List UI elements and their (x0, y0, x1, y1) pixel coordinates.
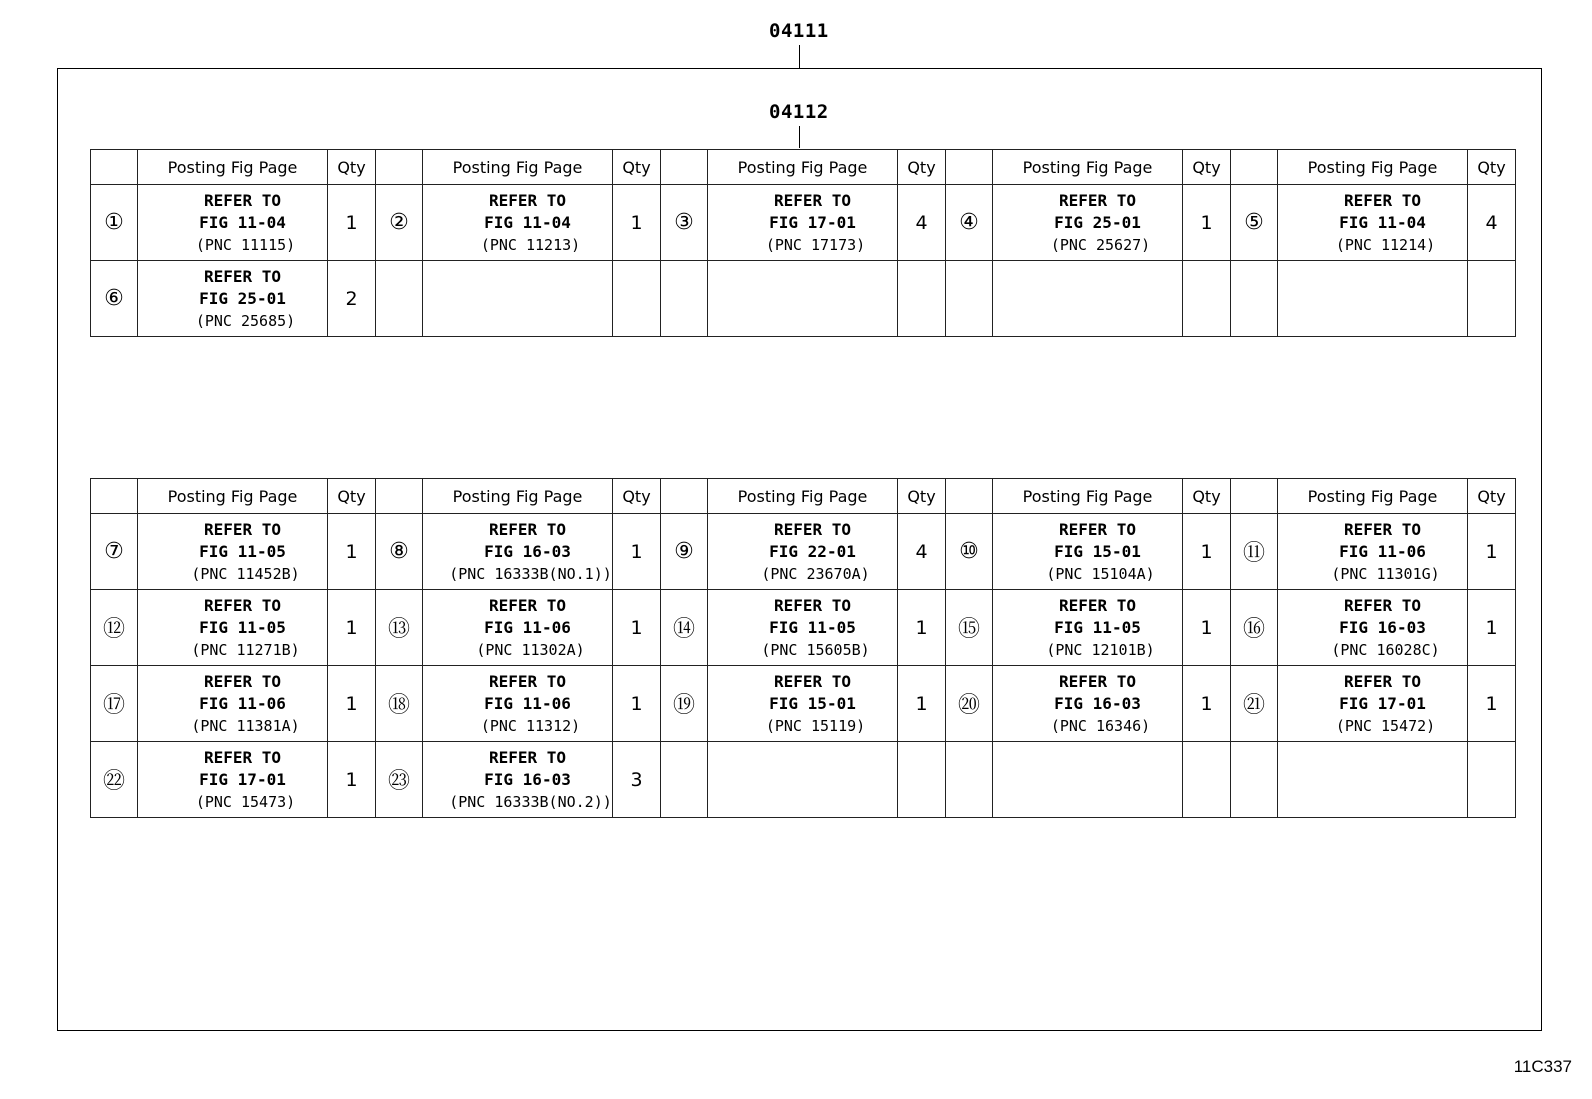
fig-reference: FIG 25-01 (1054, 212, 1141, 232)
callout-number: ⑬ (387, 617, 410, 642)
callout-cell (661, 185, 708, 261)
pnc-reference: (PNC 15473) (195, 792, 296, 811)
refer-to-text: REFER TO (1058, 190, 1137, 210)
pnc-reference: (PNC 15472) (1335, 716, 1436, 735)
refer-to-text: REFER TO (203, 266, 282, 286)
qty-value: 1 (1485, 616, 1498, 639)
callout-number: ㉓ (387, 769, 410, 794)
header-posting-fig-page: Posting Fig Page (708, 150, 898, 185)
group-label-inner: 04112 (769, 101, 829, 123)
callout-cell (661, 590, 708, 666)
parts-table-2 (90, 478, 1516, 818)
fig-reference: FIG 11-04 (199, 212, 286, 232)
qty-value: 1 (630, 211, 643, 234)
pnc-reference: (PNC 23670A) (761, 564, 870, 583)
callout-cell (376, 742, 423, 818)
callout-cell (91, 514, 138, 590)
qty-cell (328, 742, 376, 818)
callout-cell (946, 261, 993, 337)
reference-cell (1278, 514, 1468, 590)
qty-cell (613, 514, 661, 590)
fig-reference: FIG 11-05 (769, 617, 856, 637)
callout-cell (1231, 666, 1278, 742)
callout-cell (661, 742, 708, 818)
reference-cell (138, 666, 328, 742)
pnc-reference: (PNC 12101B) (1046, 640, 1155, 659)
qty-cell (1183, 514, 1231, 590)
refer-to-text: REFER TO (1343, 595, 1422, 615)
reference-cell (993, 590, 1183, 666)
callout-cell (1231, 185, 1278, 261)
callout-cell (1231, 742, 1278, 818)
header-blank (376, 479, 423, 514)
qty-cell (1468, 742, 1516, 818)
pnc-reference: (PNC 15104A) (1046, 564, 1155, 583)
fig-reference: FIG 16-03 (484, 769, 571, 789)
qty-cell (1183, 666, 1231, 742)
callout-cell (1231, 261, 1278, 337)
qty-cell (328, 666, 376, 742)
header-qty: Qty (1183, 150, 1231, 185)
qty-value: 1 (1200, 616, 1213, 639)
qty-cell (613, 261, 661, 337)
header-qty: Qty (613, 479, 661, 514)
qty-value: 4 (915, 211, 928, 234)
header-blank (91, 150, 138, 185)
table-row (91, 590, 1516, 666)
fig-reference: FIG 16-03 (1339, 617, 1426, 637)
fig-reference: FIG 16-03 (1054, 693, 1141, 713)
qty-value: 1 (1485, 692, 1498, 715)
header-blank (91, 479, 138, 514)
reference-cell (708, 590, 898, 666)
pnc-reference: (PNC 11381A) (191, 716, 300, 735)
header-blank (946, 479, 993, 514)
header-posting-fig-page: Posting Fig Page (708, 479, 898, 514)
header-posting-fig-page: Posting Fig Page (138, 479, 328, 514)
callout-cell (946, 742, 993, 818)
callout-number: ⑰ (102, 693, 125, 718)
qty-cell (1468, 185, 1516, 261)
fig-reference: FIG 11-05 (1054, 617, 1141, 637)
fig-reference: FIG 11-06 (484, 617, 571, 637)
header-blank (661, 479, 708, 514)
callout-number: ⑧ (389, 539, 409, 564)
pnc-reference: (PNC 11115) (195, 235, 296, 254)
refer-to-text: REFER TO (1343, 671, 1422, 691)
callout-cell (946, 514, 993, 590)
callout-number: ⑥ (104, 286, 124, 311)
reference-cell (138, 742, 328, 818)
callout-number: ④ (959, 210, 979, 235)
callout-cell (376, 514, 423, 590)
refer-to-text: REFER TO (488, 595, 567, 615)
qty-cell (898, 514, 946, 590)
qty-value: 1 (345, 540, 358, 563)
reference-cell (138, 590, 328, 666)
refer-to-text: REFER TO (203, 671, 282, 691)
callout-cell (946, 590, 993, 666)
qty-cell (328, 514, 376, 590)
refer-to-text: REFER TO (488, 671, 567, 691)
callout-number: ⑳ (957, 693, 980, 718)
pnc-reference: (PNC 16333B(NO.2)) (449, 792, 612, 811)
header-posting-fig-page: Posting Fig Page (1278, 479, 1468, 514)
qty-value: 1 (1200, 692, 1213, 715)
qty-value: 1 (915, 692, 928, 715)
callout-number: ⑩ (959, 539, 979, 564)
qty-cell (1468, 261, 1516, 337)
header-blank (376, 150, 423, 185)
qty-value: 1 (345, 211, 358, 234)
header-qty: Qty (898, 150, 946, 185)
figure-code: 11C337 (1513, 1057, 1572, 1076)
reference-cell (993, 514, 1183, 590)
reference-cell (708, 742, 898, 818)
pnc-reference: (PNC 11302A) (476, 640, 585, 659)
callout-number: ⑫ (102, 617, 125, 642)
refer-to-text: REFER TO (203, 595, 282, 615)
reference-cell (138, 261, 328, 337)
qty-cell (898, 185, 946, 261)
fig-reference: FIG 15-01 (769, 693, 856, 713)
header-posting-fig-page: Posting Fig Page (423, 479, 613, 514)
reference-cell (708, 666, 898, 742)
qty-cell (1183, 742, 1231, 818)
refer-to-text: REFER TO (488, 519, 567, 539)
qty-cell (898, 261, 946, 337)
reference-cell (138, 185, 328, 261)
qty-cell (1468, 514, 1516, 590)
pnc-reference: (PNC 17173) (765, 235, 866, 254)
reference-cell (1278, 590, 1468, 666)
header-qty: Qty (328, 479, 376, 514)
header-row (91, 479, 1516, 514)
callout-number: ① (104, 210, 124, 235)
callout-cell (661, 666, 708, 742)
qty-cell (613, 185, 661, 261)
callout-number: ⑤ (1244, 210, 1264, 235)
reference-cell (708, 514, 898, 590)
header-blank (1231, 150, 1278, 185)
header-blank (1231, 479, 1278, 514)
refer-to-text: REFER TO (773, 519, 852, 539)
qty-value: 1 (345, 616, 358, 639)
refer-to-text: REFER TO (203, 747, 282, 767)
header-posting-fig-page: Posting Fig Page (993, 479, 1183, 514)
callout-cell (91, 261, 138, 337)
qty-value: 4 (915, 540, 928, 563)
reference-cell (423, 514, 613, 590)
qty-cell (1183, 590, 1231, 666)
callout-number: ⑦ (104, 539, 124, 564)
callout-cell (91, 666, 138, 742)
qty-value: 1 (1200, 211, 1213, 234)
refer-to-text: REFER TO (773, 671, 852, 691)
callout-cell (376, 666, 423, 742)
callout-number: ⑨ (674, 539, 694, 564)
leader-line-inner (799, 126, 800, 148)
qty-cell (898, 590, 946, 666)
refer-to-text: REFER TO (203, 519, 282, 539)
pnc-reference: (PNC 11312) (480, 716, 581, 735)
header-qty: Qty (898, 479, 946, 514)
callout-cell (376, 590, 423, 666)
refer-to-text: REFER TO (488, 190, 567, 210)
qty-value: 1 (1200, 540, 1213, 563)
table-row (91, 185, 1516, 261)
reference-cell (1278, 742, 1468, 818)
table-row (91, 261, 1516, 337)
qty-value: 1 (630, 692, 643, 715)
reference-cell (1278, 261, 1468, 337)
fig-reference: FIG 11-05 (199, 541, 286, 561)
qty-value: 2 (345, 287, 358, 310)
group-label-outer: 04111 (769, 20, 829, 42)
reference-cell (993, 666, 1183, 742)
pnc-reference: (PNC 15119) (765, 716, 866, 735)
table-row (91, 514, 1516, 590)
qty-value: 4 (1485, 211, 1498, 234)
pnc-reference: (PNC 25685) (195, 311, 296, 330)
qty-cell (898, 742, 946, 818)
fig-reference: FIG 11-06 (199, 693, 286, 713)
refer-to-text: REFER TO (203, 190, 282, 210)
qty-cell (328, 261, 376, 337)
qty-cell (328, 590, 376, 666)
qty-value: 1 (630, 540, 643, 563)
header-qty: Qty (328, 150, 376, 185)
reference-cell (423, 261, 613, 337)
qty-cell (1183, 261, 1231, 337)
pnc-reference: (PNC 16346) (1050, 716, 1151, 735)
refer-to-text: REFER TO (1058, 519, 1137, 539)
pnc-reference: (PNC 15605B) (761, 640, 870, 659)
callout-cell (661, 261, 708, 337)
header-posting-fig-page: Posting Fig Page (138, 150, 328, 185)
callout-number: ⑪ (1242, 541, 1265, 566)
callout-cell (91, 590, 138, 666)
qty-cell (613, 742, 661, 818)
callout-cell (661, 514, 708, 590)
header-qty: Qty (1183, 479, 1231, 514)
refer-to-text: REFER TO (1058, 671, 1137, 691)
callout-cell (91, 185, 138, 261)
reference-cell (138, 514, 328, 590)
callout-cell (946, 185, 993, 261)
callout-number: ⑱ (387, 693, 410, 718)
reference-cell (708, 261, 898, 337)
header-posting-fig-page: Posting Fig Page (993, 150, 1183, 185)
fig-reference: FIG 15-01 (1054, 541, 1141, 561)
qty-value: 1 (915, 616, 928, 639)
callout-number: ③ (674, 210, 694, 235)
reference-cell (993, 261, 1183, 337)
header-qty: Qty (1468, 479, 1516, 514)
callout-number: ㉒ (102, 769, 125, 794)
callout-number: ⑭ (672, 617, 695, 642)
fig-reference: FIG 17-01 (769, 212, 856, 232)
qty-cell (898, 666, 946, 742)
callout-number: ⑮ (957, 617, 980, 642)
qty-cell (1468, 666, 1516, 742)
header-row (91, 150, 1516, 185)
pnc-reference: (PNC 11214) (1335, 235, 1436, 254)
pnc-reference: (PNC 11301G) (1331, 564, 1440, 583)
header-posting-fig-page: Posting Fig Page (423, 150, 613, 185)
qty-cell (613, 666, 661, 742)
qty-value: 3 (630, 768, 643, 791)
qty-cell (328, 185, 376, 261)
pnc-reference: (PNC 11452B) (191, 564, 300, 583)
pnc-reference: (PNC 16028C) (1331, 640, 1440, 659)
qty-value: 1 (630, 616, 643, 639)
fig-reference: FIG 11-05 (199, 617, 286, 637)
table-row (91, 742, 1516, 818)
callout-cell (1231, 514, 1278, 590)
qty-value: 1 (1485, 540, 1498, 563)
callout-cell (376, 185, 423, 261)
header-blank (661, 150, 708, 185)
fig-reference: FIG 17-01 (199, 769, 286, 789)
qty-value: 1 (345, 692, 358, 715)
header-qty: Qty (613, 150, 661, 185)
header-posting-fig-page: Posting Fig Page (1278, 150, 1468, 185)
reference-cell (1278, 185, 1468, 261)
reference-cell (993, 742, 1183, 818)
refer-to-text: REFER TO (1343, 190, 1422, 210)
qty-cell (1468, 590, 1516, 666)
parts-table-1 (90, 149, 1516, 337)
fig-reference: FIG 22-01 (769, 541, 856, 561)
leader-line-outer (799, 45, 800, 68)
callout-cell (376, 261, 423, 337)
callout-number: ② (389, 210, 409, 235)
header-qty: Qty (1468, 150, 1516, 185)
fig-reference: FIG 25-01 (199, 288, 286, 308)
callout-number: ⑯ (1242, 617, 1265, 642)
callout-cell (1231, 590, 1278, 666)
callout-number: ⑲ (672, 693, 695, 718)
fig-reference: FIG 11-06 (484, 693, 571, 713)
reference-cell (423, 590, 613, 666)
header-blank (946, 150, 993, 185)
reference-cell (423, 742, 613, 818)
table-row (91, 666, 1516, 742)
qty-cell (1183, 185, 1231, 261)
fig-reference: FIG 16-03 (484, 541, 571, 561)
pnc-reference: (PNC 11213) (480, 235, 581, 254)
qty-value: 1 (345, 768, 358, 791)
reference-cell (993, 185, 1183, 261)
qty-cell (613, 590, 661, 666)
pnc-reference: (PNC 11271B) (191, 640, 300, 659)
refer-to-text: REFER TO (1058, 595, 1137, 615)
refer-to-text: REFER TO (1343, 519, 1422, 539)
reference-cell (423, 666, 613, 742)
refer-to-text: REFER TO (773, 190, 852, 210)
fig-reference: FIG 11-06 (1339, 541, 1426, 561)
callout-cell (91, 742, 138, 818)
pnc-reference: (PNC 16333B(NO.1)) (449, 564, 612, 583)
refer-to-text: REFER TO (488, 747, 567, 767)
callout-cell (946, 666, 993, 742)
reference-cell (423, 185, 613, 261)
reference-cell (1278, 666, 1468, 742)
callout-number: ㉑ (1242, 693, 1265, 718)
fig-reference: FIG 11-04 (484, 212, 571, 232)
fig-reference: FIG 11-04 (1339, 212, 1426, 232)
fig-reference: FIG 17-01 (1339, 693, 1426, 713)
reference-cell (708, 185, 898, 261)
pnc-reference: (PNC 25627) (1050, 235, 1151, 254)
refer-to-text: REFER TO (773, 595, 852, 615)
